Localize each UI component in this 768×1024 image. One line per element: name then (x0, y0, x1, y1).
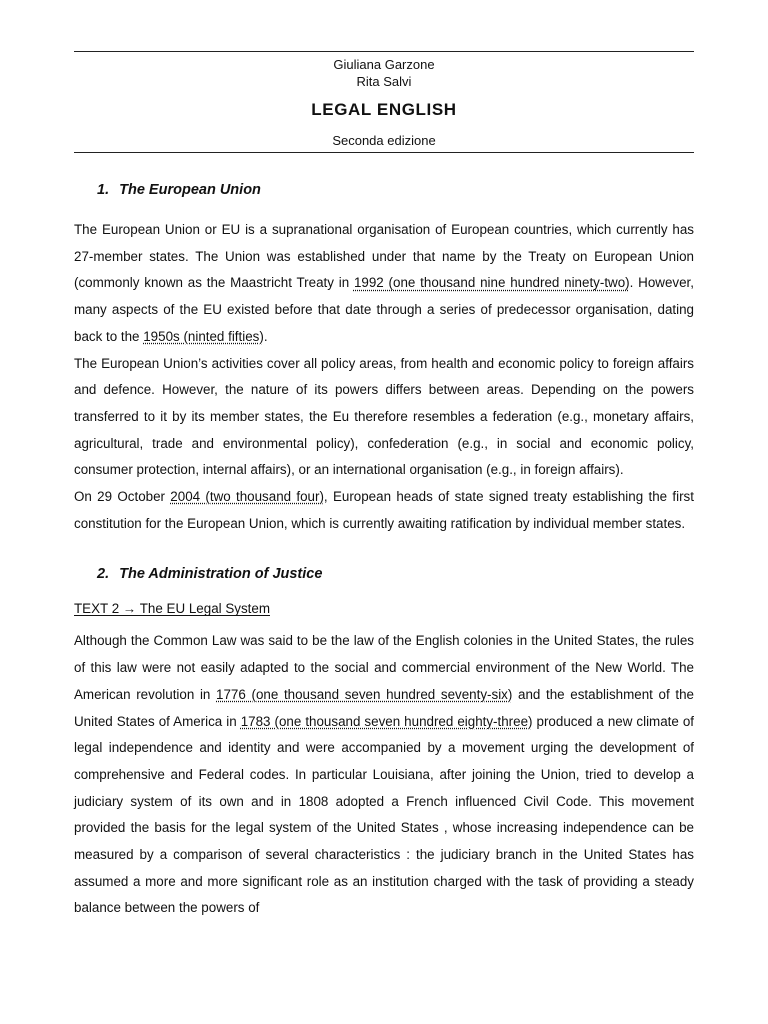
paragraph-text: . However, many aspects of the EU existed before that date through a series of predecessor organisation, dating back to the (74, 275, 694, 344)
author-name: Rita Salvi (356, 74, 412, 89)
annotated-date: 2004 (two thousand four) (170, 489, 324, 505)
section-number: 1. (97, 182, 110, 198)
paragraph-text: produced a new climate of legal independence and identity and were accompanied by a movement urging the development of comprehensive and Federal codes. In particular Louisiana, after joining the Union, tried to develop a judiciary system of its own and in 1808 adopted a French influenced Civil Code. This movement provided the basis for the legal system of the United States , whose increasing independence can be measured by a comparison of several characteristics : the judiciary branch in the United States has assumed a more and more significant role as an institution charged with the task of providing a steady balance between the powers of (74, 713, 694, 916)
annotated-date: 1783 (one thousand seven hundred eighty-three) (240, 713, 533, 729)
section-title: The European Union (119, 182, 261, 198)
paragraph-text: . (263, 328, 268, 344)
edition-label: Seconda edizione (332, 133, 436, 148)
section-body-european-union (74, 217, 694, 537)
section-title: The Administration of Justice (119, 566, 323, 583)
document-page (0, 51, 768, 1024)
text-subheading: TEXT 2 → The EU Legal System (74, 601, 270, 617)
document-title: LEGAL ENGLISH (311, 100, 457, 119)
paragraph: The European Union’s activities cover all policy areas, from health and economic policy to foreign affairs and defence. However, the nature of its powers differs between areas. Depending on the powers transferred to it by its member states, the Eu therefore resembles a federation (e.g., monetary affairs, agricultural, trade and environmental policy), confederation (e.g., in social and economic policy, consumer protection, internal affairs), or an international organisation (e.g., in foreign affairs). (74, 355, 694, 478)
document-header (74, 56, 694, 149)
annotated-date: 1992 (one thousand nine hundred ninety-two) (353, 275, 630, 291)
paragraph-text: Although the Common Law was said to be the law of the English colonies in the United States, the rules of this law were not easily adapted to the social and commercial environment of the New World. The American revolution in (74, 633, 694, 702)
annotated-date: 1776 (one thousand seven hundred seventy-six) (216, 686, 513, 702)
paragraph-text: The European Union or EU is a supranational organisation of European countries, which currently has 27-member states. The Union was established under that name by the Treaty on European Union (commonly known as the Maastricht Treaty in (74, 222, 694, 291)
paragraph-text: On 29 October (74, 489, 171, 505)
section-heading-administration-of-justice (97, 564, 694, 584)
header-bottom-rule (74, 152, 694, 153)
paragraph (74, 628, 694, 922)
paragraph (74, 484, 694, 537)
section-heading-european-union (97, 180, 694, 200)
annotated-date: 1950s (ninted fifties) (143, 328, 264, 344)
paragraph-text: and the establishment of the United States of America in (74, 686, 695, 729)
section-number: 2. (97, 566, 110, 583)
paragraph (74, 217, 694, 351)
section-body-administration-of-justice (74, 628, 694, 922)
author-name: Giuliana Garzone (333, 57, 435, 72)
paragraph-text: , European heads of state signed treaty establishing the first constitution for the European Union, which is currently awaiting ratification by individual member states. (74, 489, 694, 531)
top-rule (74, 51, 694, 52)
